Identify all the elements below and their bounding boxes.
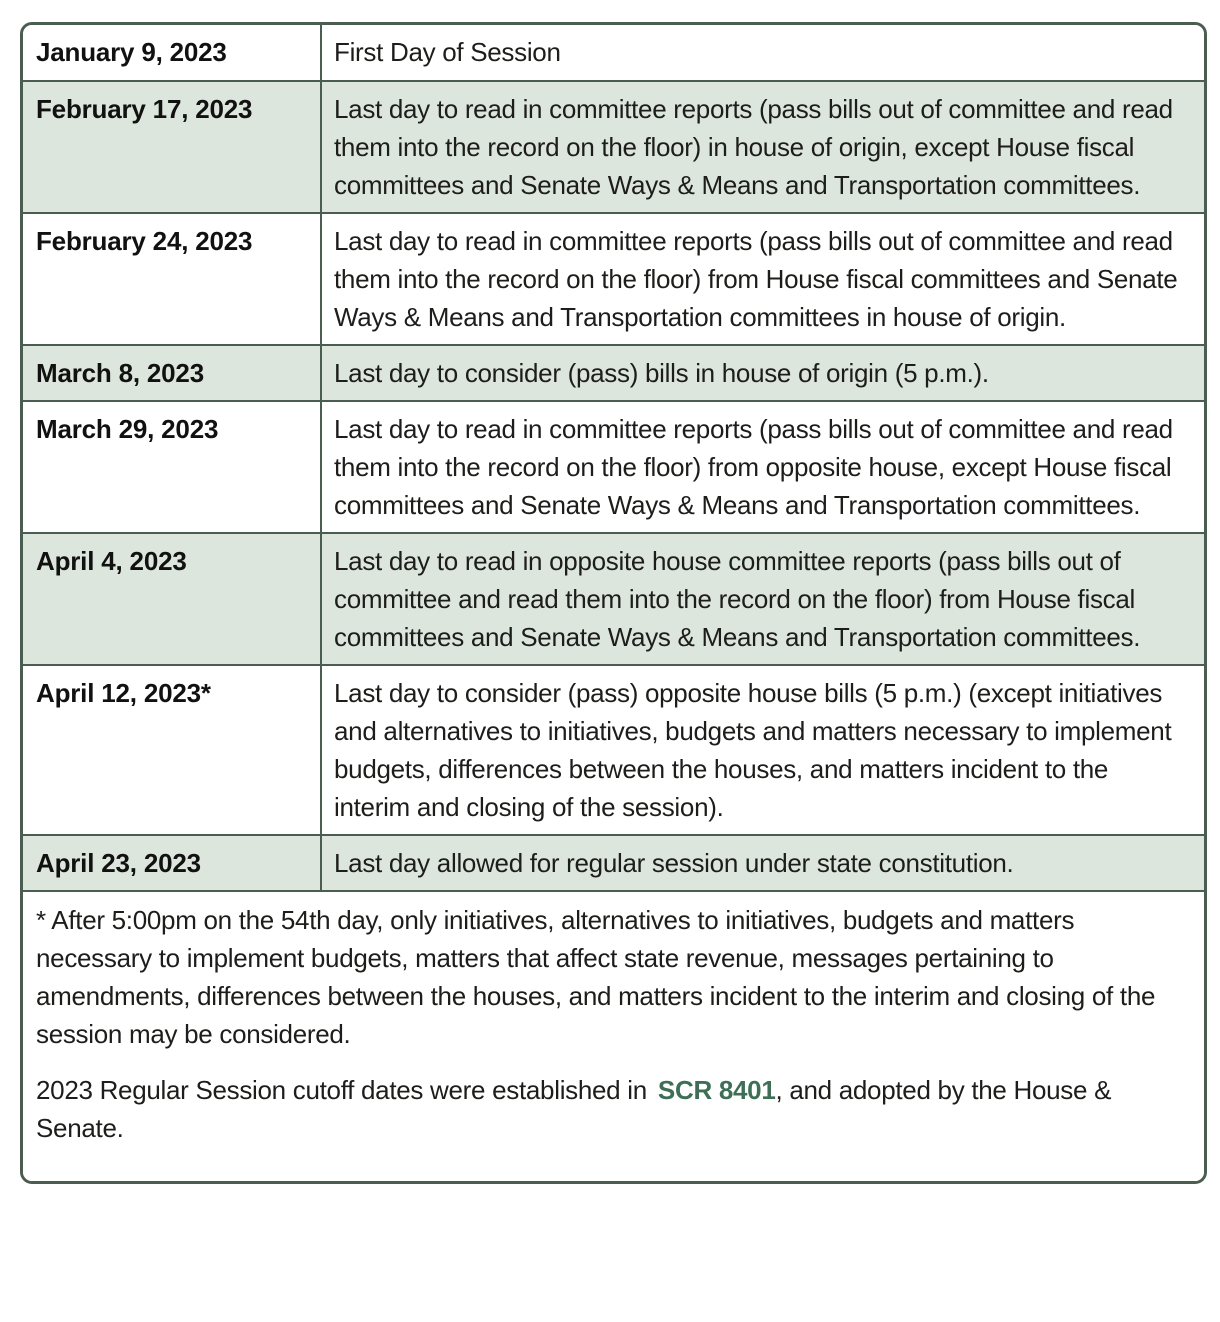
table-row: [23, 834, 1204, 890]
table-row: [23, 212, 1204, 344]
footnote-text: * After 5:00pm on the 54th day, only initiatives, alternatives to initiatives, budgets and matters necessary to implement budgets, matters that affect state revenue, messages pertaining to amendments, differences between the houses, and matters incident to the interim and closing of the session may be considered.: [36, 905, 1156, 1049]
description-cell: Last day to consider (pass) bills in house of origin (5 p.m.).: [334, 358, 989, 388]
table-row: [23, 664, 1204, 834]
date-cell: March 29, 2023: [23, 402, 322, 532]
date-cell: February 17, 2023: [23, 82, 322, 212]
description-cell: Last day to read in committee reports (pass bills out of committee and read them into the record on the floor) in house of origin, except House fiscal committees and Senate Ways & Means and Transportation committees.: [334, 94, 1173, 200]
table-row: [23, 532, 1204, 664]
table-row: [23, 80, 1204, 212]
session-cutoff-dates-table: [20, 22, 1207, 1184]
date-cell: April 12, 2023*: [23, 666, 322, 834]
date-cell: March 8, 2023: [23, 346, 322, 400]
date-cell: January 9, 2023: [23, 25, 322, 80]
description-cell: First Day of Session: [334, 37, 561, 67]
description-cell: Last day allowed for regular session under state constitution.: [334, 848, 1014, 878]
scr-8401-link[interactable]: SCR 8401: [657, 1075, 776, 1105]
table-row: [23, 344, 1204, 400]
description-cell: Last day to read in committee reports (pass bills out of committee and read them into the record on the floor) from House fiscal committees and Senate Ways & Means and Transportation committees in house of origin.: [334, 226, 1178, 332]
date-cell: April 23, 2023: [23, 836, 322, 890]
description-cell: Last day to read in committee reports (pass bills out of committee and read them into the record on the floor) from opposite house, except House fiscal committees and Senate Ways & Means and Transportation committees.: [334, 414, 1173, 520]
description-cell: Last day to consider (pass) opposite house bills (5 p.m.) (except initiatives and alternatives to initiatives, budgets and matters necessary to implement budgets, differences between the houses, and matters incident to the interim and closing of the session).: [334, 678, 1172, 822]
adoption-note-pre: 2023 Regular Session cutoff dates were established in: [36, 1075, 647, 1105]
table-row: [23, 25, 1204, 80]
date-cell: February 24, 2023: [23, 214, 322, 344]
date-cell: April 4, 2023: [23, 534, 322, 664]
table-footer: [23, 890, 1204, 1181]
table-row: [23, 400, 1204, 532]
adoption-note-post: , and adopted by the House & Senate.: [36, 1075, 1112, 1143]
adoption-note: [36, 1071, 1188, 1147]
description-cell: Last day to read in opposite house committee reports (pass bills out of committee and read them into the record on the floor) from House fiscal committees and Senate Ways & Means and Transportation committees.: [334, 546, 1141, 652]
